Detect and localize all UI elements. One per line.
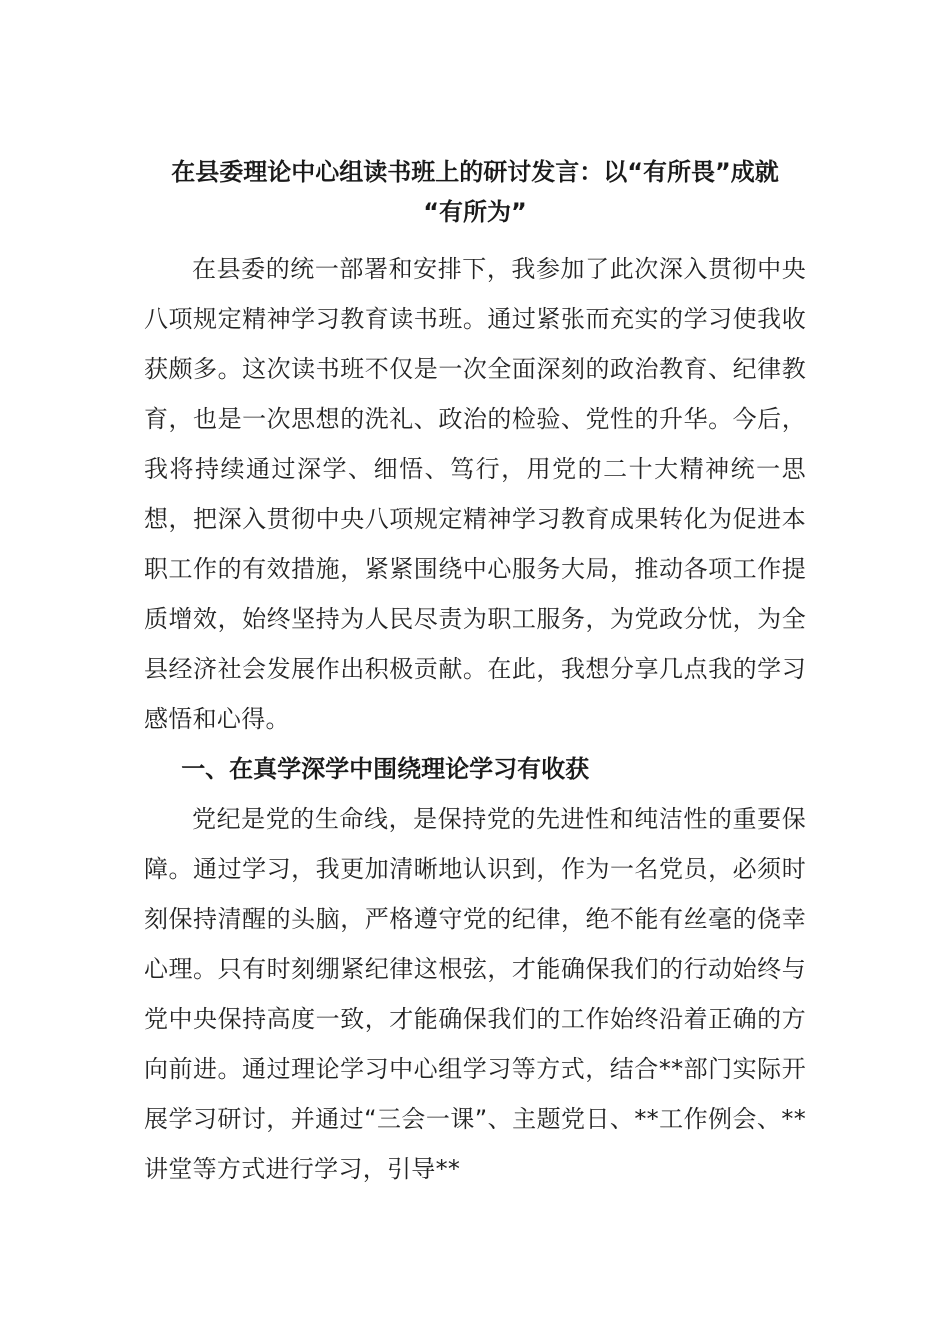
document-body (144, 244, 806, 1194)
section-heading-1: 一、在真学深学中围绕理论学习有收获 (181, 755, 590, 783)
intro-paragraph: 在县委的统一部署和安排下，我参加了此次深入贯彻中央八项规定精神学习教育读书班。通过紧张而充实的学习使我收获颇多。这次读书班不仅是一次全面深刻的政治教育、纪律教育，也是一次思想的洗礼、政治的检验、党性的升华。今后，我将持续通过深学、细悟、笃行，用党的二十大精神统一思想，把深入贯彻中央八项规定精神学习教育成果转化为促进本职工作的有效措施，紧紧围绕中心服务大局，推动各项工作提质增效，始终坚持为人民尽责为职工服务，为党政分忧，为全县经济社会发展作出积极贡献。在此，我想分享几点我的学习感悟和心得。 (144, 255, 806, 733)
document-page (144, 152, 806, 1194)
title-line-2: “有所为” (423, 198, 527, 226)
section-paragraph-1: 党纪是党的生命线，是保持党的先进性和纯洁性的重要保障。通过学习，我更加清晰地认识到，作为一名党员，必须时刻保持清醒的头脑，严格遵守党的纪律，绝不能有丝毫的侥幸心理。只有时刻绷紧纪律这根弦，才能确保我们的行动始终与党中央保持高度一致，才能确保我们的工作始终沿着正确的方向前进。通过理论学习中心组学习等方式，结合**部门实际开展学习研讨，并通过“三会一课”、主题党日、**工作例会、**讲堂等方式进行学习，引导** (144, 805, 806, 1183)
document-title (144, 152, 806, 232)
title-line-1: 在县委理论中心组读书班上的研讨发言：以“有所畏”成就 (171, 158, 779, 186)
